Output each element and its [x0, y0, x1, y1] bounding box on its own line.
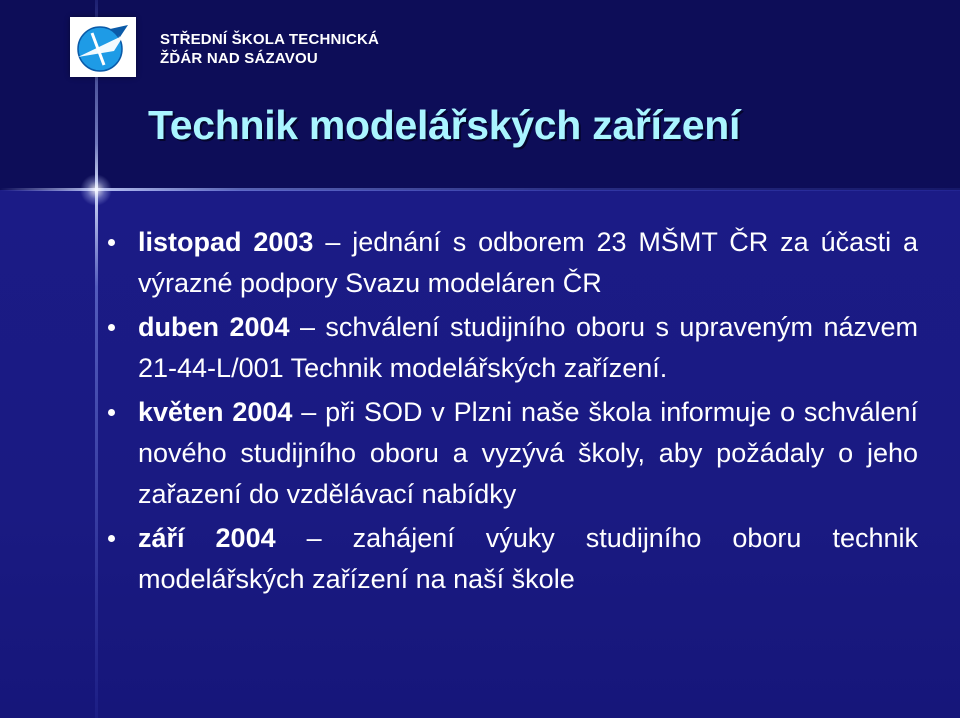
- bullet-dot-icon: [108, 324, 115, 331]
- bullet-item: [108, 518, 918, 600]
- bullet-dot-icon: [108, 535, 115, 542]
- decorative-vertical-line: [95, 0, 98, 718]
- bullet-text: – jednání s odborem 23 MŠMT ČR za účasti a výrazné podpory Svazu modeláren ČR: [138, 227, 918, 298]
- bullet-text: – zahájení výuky studijního oboru technik modelářských zařízení na naší škole: [138, 523, 918, 594]
- bullet-date: duben 2004: [138, 312, 290, 342]
- bullet-date: květen 2004: [138, 397, 293, 427]
- bullet-text: – při SOD v Plzni naše škola informuje o schválení nového studijního oboru a vyzývá školy, aby požádaly o jeho zařazení do vzdělávací nabídky: [138, 397, 918, 509]
- bullet-text: – schválení studijního oboru s upraveným názvem 21-44-L/001 Technik modelářských zařízení.: [138, 312, 918, 383]
- bullet-item: [108, 307, 918, 389]
- school-name: [160, 30, 379, 68]
- bullet-date: září 2004: [138, 523, 276, 553]
- bullet-dot-icon: [108, 409, 115, 416]
- bullet-item: [108, 222, 918, 304]
- decorative-cross-glow: [80, 174, 112, 206]
- bullet-dot-icon: [108, 239, 115, 246]
- school-name-line2: ŽĎÁR NAD SÁZAVOU: [160, 50, 318, 67]
- bullet-item: [108, 392, 918, 515]
- decorative-horizontal-line: [0, 188, 960, 191]
- school-logo-icon: [70, 17, 136, 77]
- bullet-list: [108, 222, 918, 603]
- bullet-date: listopad 2003: [138, 227, 314, 257]
- slide-title: Technik modelářských zařízení: [148, 102, 741, 148]
- header-band: [0, 0, 960, 190]
- school-name-line1: STŘEDNÍ ŠKOLA TECHNICKÁ: [160, 31, 380, 48]
